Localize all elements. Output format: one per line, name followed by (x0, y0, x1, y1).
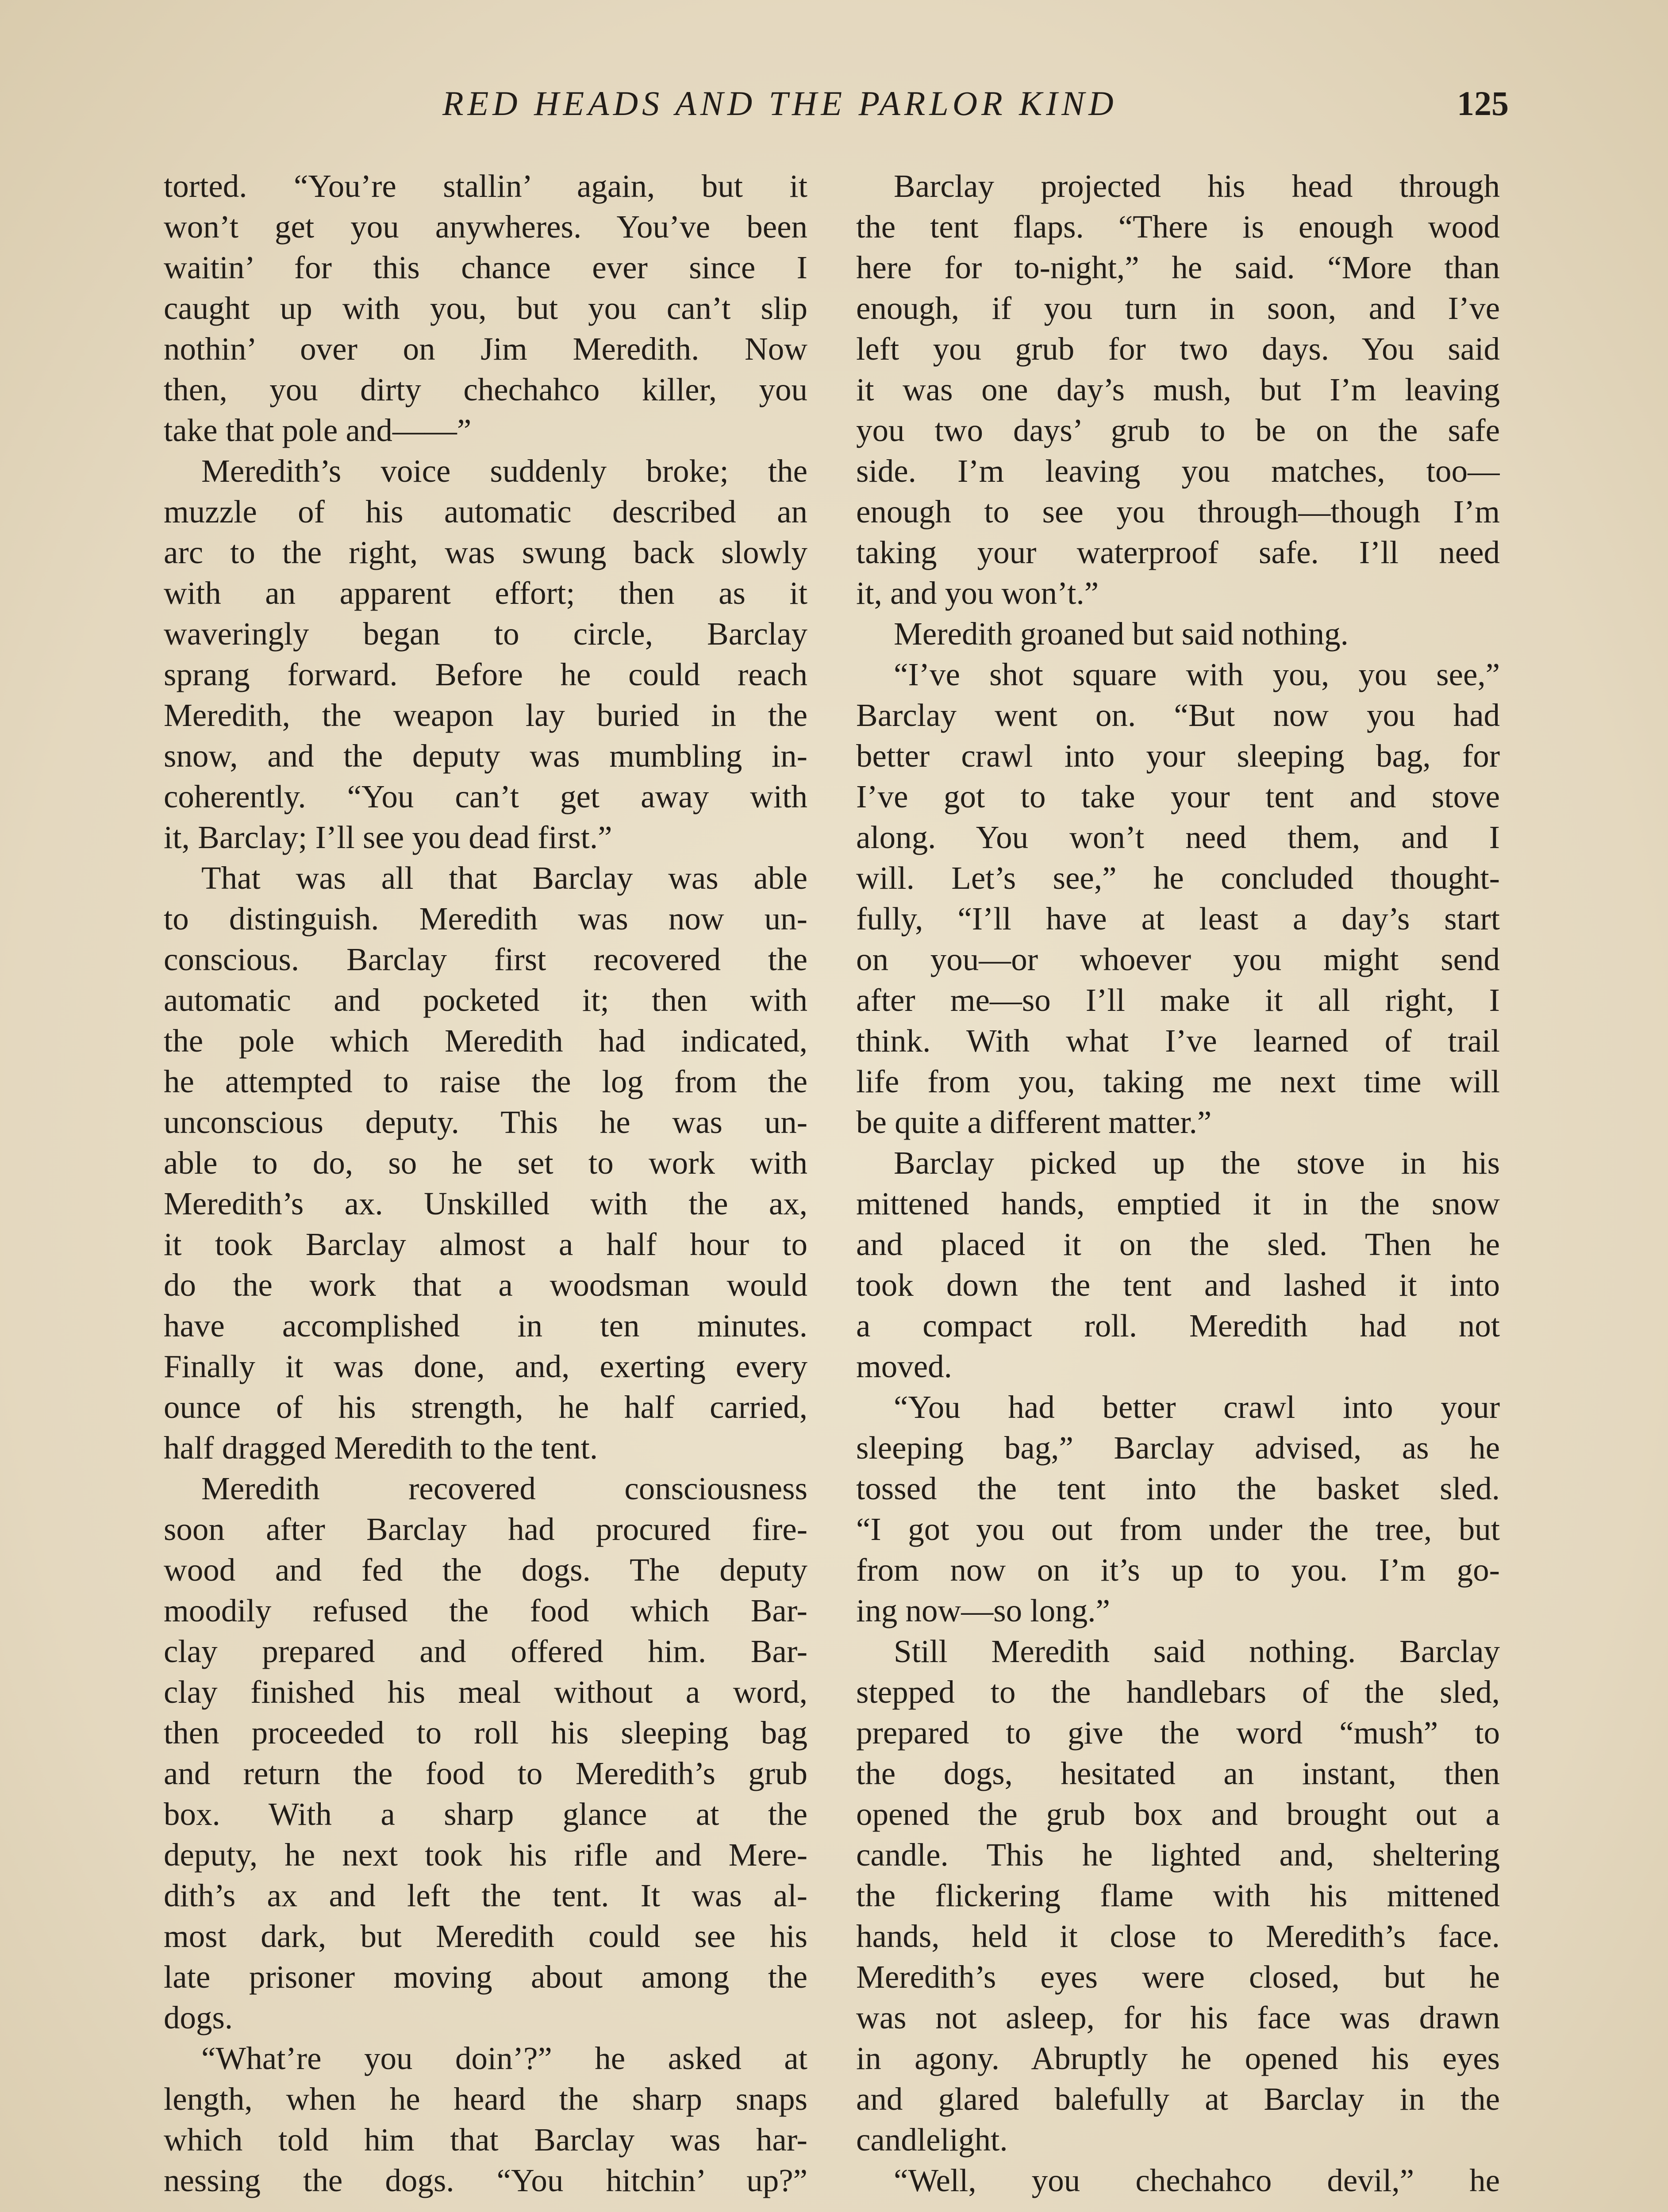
text-line: after me—so I’ll make it all right, I (856, 982, 1500, 1018)
running-title: RED HEADS AND THE PARLOR KIND (442, 84, 1118, 123)
text-line: sprang forward. Before he could reach (164, 657, 807, 692)
text-line: will. Let’s see,” he concluded thought- (856, 860, 1500, 896)
text-line: enough, if you turn in soon, and I’ve (856, 290, 1500, 326)
text-line: snow, and the deputy was mumbling in- (164, 738, 807, 774)
text-line: Barclay projected his head through (894, 168, 1500, 204)
text-line: Meredith groaned but said nothing. (894, 616, 1349, 652)
text-line: enough to see you through—though I’m (856, 494, 1500, 530)
text-line: the dogs, hesitated an instant, then (856, 1755, 1500, 1791)
text-line: do the work that a woodsman would (164, 1267, 807, 1303)
text-line: with an apparent effort; then as it (164, 575, 807, 611)
text-line: it took Barclay almost a half hour to (164, 1226, 807, 1262)
text-line: box. With a sharp glance at the (164, 1796, 807, 1832)
text-line: moved. (856, 1348, 952, 1384)
text-line: I’ve got to take your tent and stove (856, 779, 1500, 814)
text-line: dith’s ax and left the tent. It was al- (164, 1878, 807, 1913)
text-line: then proceeded to roll his sleeping bag (164, 1715, 807, 1751)
text-line: taking your waterproof safe. I’ll need (856, 534, 1500, 570)
text-line: dogs. (164, 2000, 233, 2035)
text-line: Meredith’s eyes were closed, but he (856, 1959, 1500, 1995)
text-line: late prisoner moving about among the (164, 1959, 807, 1995)
text-line: along. You won’t need them, and I (856, 819, 1500, 855)
text-line: That was all that Barclay was able (201, 860, 807, 896)
text-line: a compact roll. Meredith had not (856, 1308, 1500, 1344)
text-line: the pole which Meredith had indicated, (164, 1023, 807, 1059)
text-line: on you—or whoever you might send (856, 941, 1500, 977)
text-line: arc to the right, was swung back slowly (164, 534, 807, 570)
text-line: most dark, but Meredith could see his (164, 1918, 807, 1954)
text-line: it, and you won’t.” (856, 575, 1099, 611)
text-line: ounce of his strength, he half carried, (164, 1389, 807, 1425)
text-line: nessing the dogs. “You hitchin’ up?” (164, 2162, 807, 2198)
text-line: to distinguish. Meredith was now un- (164, 901, 807, 937)
text-line: Finally it was done, and, exerting every (164, 1348, 807, 1384)
text-line: ing now—so long.” (856, 1593, 1110, 1628)
text-line: opened the grub box and brought out a (856, 1796, 1500, 1832)
text-line: sleeping bag,” Barclay advised, as he (856, 1430, 1500, 1466)
text-line: tossed the tent into the basket sled. (856, 1471, 1500, 1506)
text-line: Meredith’s voice suddenly broke; the (201, 453, 807, 489)
text-line: it, Barclay; I’ll see you dead first.” (164, 819, 612, 855)
left-text-column (164, 166, 807, 2201)
text-line: conscious. Barclay first recovered the (164, 941, 807, 977)
text-line: here for to-night,” he said. “More than (856, 250, 1500, 285)
text-line: hands, held it close to Meredith’s face. (856, 1918, 1500, 1954)
text-line: left you grub for two days. You said (856, 331, 1500, 367)
text-line: “I got you out from under the tree, but (856, 1511, 1500, 1547)
text-line: wood and fed the dogs. The deputy (164, 1552, 807, 1588)
text-line: took down the tent and lashed it into (856, 1267, 1500, 1303)
text-line: Meredith’s ax. Unskilled with the ax, (164, 1186, 807, 1221)
text-line: unconscious deputy. This he was un- (164, 1104, 807, 1140)
text-line: you two days’ grub to be on the safe (856, 412, 1500, 448)
text-line: torted. “You’re stallin’ again, but it (164, 168, 807, 204)
text-line: it was one day’s mush, but I’m leaving (856, 372, 1500, 407)
text-line: coherently. “You can’t get away with (164, 779, 807, 814)
text-line: better crawl into your sleeping bag, for (856, 738, 1500, 774)
text-line: was not asleep, for his face was drawn (856, 2000, 1500, 2035)
text-line: Barclay picked up the stove in his (894, 1145, 1500, 1181)
text-line: then, you dirty chechahco killer, you (164, 372, 807, 407)
text-line: clay prepared and offered him. Bar- (164, 1633, 807, 1669)
text-line: mittened hands, emptied it in the snow (856, 1186, 1500, 1221)
text-line: and glared balefully at Barclay in the (856, 2081, 1500, 2117)
text-line: he attempted to raise the log from the (164, 1064, 807, 1099)
text-line: Meredith recovered consciousness (201, 1471, 807, 1506)
text-line: Still Meredith said nothing. Barclay (894, 1633, 1500, 1669)
right-text-column (856, 166, 1500, 2201)
text-line: half dragged Meredith to the tent. (164, 1430, 598, 1466)
text-line: clay finished his meal without a word, (164, 1674, 807, 1710)
text-line: moodily refused the food which Bar- (164, 1593, 807, 1628)
text-line: automatic and pocketed it; then with (164, 982, 807, 1018)
text-line: able to do, so he set to work with (164, 1145, 807, 1181)
text-line: “Well, you chechahco devil,” he (894, 2162, 1500, 2198)
text-line: length, when he heard the sharp snaps (164, 2081, 807, 2117)
text-line: have accomplished in ten minutes. (164, 1308, 807, 1344)
text-line: from now on it’s up to you. I’m go- (856, 1552, 1500, 1588)
text-line: candlelight. (856, 2122, 1008, 2158)
text-line: think. With what I’ve learned of trail (856, 1023, 1500, 1059)
text-line: “What’re you doin’?” he asked at (201, 2040, 807, 2076)
text-line: “I’ve shot square with you, you see,” (894, 657, 1500, 692)
text-line: Barclay went on. “But now you had (856, 697, 1500, 733)
text-line: take that pole and——” (164, 412, 472, 448)
text-line: caught up with you, but you can’t slip (164, 290, 807, 326)
text-line: and return the food to Meredith’s grub (164, 1755, 807, 1791)
text-line: prepared to give the word “mush” to (856, 1715, 1500, 1751)
text-line: stepped to the handlebars of the sled, (856, 1674, 1500, 1710)
text-line: in agony. Abruptly he opened his eyes (856, 2040, 1500, 2076)
text-line: and placed it on the sled. Then he (856, 1226, 1500, 1262)
text-line: waveringly began to circle, Barclay (164, 616, 807, 652)
text-line: deputy, he next took his rifle and Mere- (164, 1837, 807, 1873)
text-line: fully, “I’ll have at least a day’s start (856, 901, 1500, 937)
text-line: candle. This he lighted and, sheltering (856, 1837, 1500, 1873)
text-line: waitin’ for this chance ever since I (164, 250, 807, 285)
text-line: Meredith, the weapon lay buried in the (164, 697, 807, 733)
text-line: won’t get you anywheres. You’ve been (164, 209, 807, 245)
text-line: the tent flaps. “There is enough wood (856, 209, 1500, 245)
text-line: be quite a different matter.” (856, 1104, 1212, 1140)
text-line: life from you, taking me next time will (856, 1064, 1500, 1099)
text-line: soon after Barclay had procured fire- (164, 1511, 807, 1547)
text-line: muzzle of his automatic described an (164, 494, 807, 530)
text-line: “You had better crawl into your (894, 1389, 1500, 1425)
text-line: which told him that Barclay was har- (164, 2122, 807, 2158)
text-line: side. I’m leaving you matches, too— (856, 453, 1500, 489)
page-number: 125 (1457, 84, 1509, 123)
text-line: the flickering flame with his mittened (856, 1878, 1500, 1913)
text-line: nothin’ over on Jim Meredith. Now (164, 331, 807, 367)
